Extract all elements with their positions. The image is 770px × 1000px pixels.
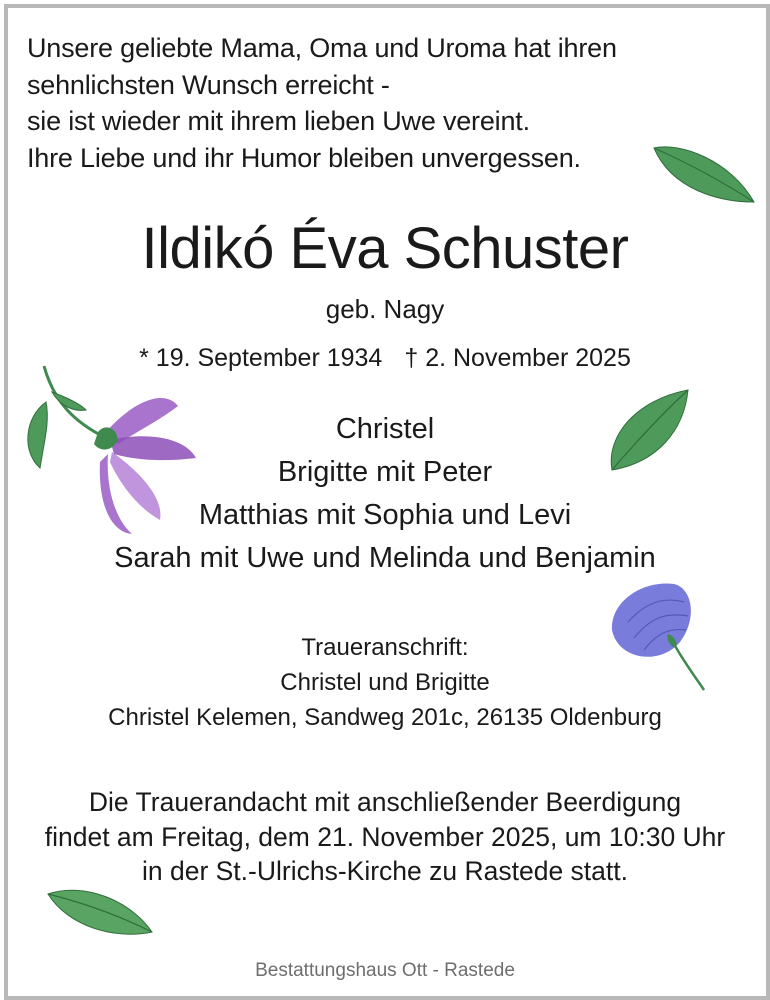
service-line: Die Trauerandacht mit anschließender Beerdigung bbox=[88, 787, 682, 817]
service-line: in der St.-Ulrichs-Kirche zu Rastede statt. bbox=[141, 856, 628, 886]
funeral-home: Bestattungshaus Ott - Rastede bbox=[255, 960, 515, 981]
birth-date: * 19. September 1934 bbox=[139, 344, 383, 372]
mourner-line: Christel bbox=[335, 413, 435, 445]
service-info bbox=[0, 785, 770, 889]
address-heading: Traueranschrift: bbox=[301, 634, 469, 661]
leaf-icon bbox=[650, 140, 760, 210]
purple-flower-icon bbox=[14, 362, 204, 540]
motto-line: Unsere geliebte Mama, Oma und Uroma hat ihren bbox=[27, 33, 617, 63]
deceased-name: Ildikó Éva Schuster bbox=[141, 216, 629, 281]
motto-line: sie ist wieder mit ihrem lieben Uwe vereint. bbox=[27, 106, 530, 136]
address-recipients: Christel und Brigitte bbox=[280, 669, 490, 696]
leaf-icon bbox=[44, 884, 156, 940]
blue-flower-icon bbox=[604, 578, 714, 694]
address-street: Christel Kelemen, Sandweg 201c, 26135 Oldenburg bbox=[108, 704, 662, 731]
death-date: † 2. November 2025 bbox=[404, 344, 631, 372]
mourner-line: Sarah mit Uwe und Melinda und Benjamin bbox=[114, 542, 656, 574]
mourner-line: Brigitte mit Peter bbox=[277, 456, 493, 488]
motto-line: Ihre Liebe und ihr Humor bleiben unvergessen. bbox=[27, 142, 581, 173]
motto bbox=[27, 30, 667, 176]
service-line: findet am Freitag, dem 21. November 2025, um 10:30 Uhr bbox=[44, 821, 726, 852]
motto-line: sehnlichsten Wunsch erreicht - bbox=[27, 69, 390, 100]
mourner-line: Matthias mit Sophia und Levi bbox=[198, 499, 572, 531]
leaf-icon bbox=[606, 386, 692, 476]
maiden-name: geb. Nagy bbox=[325, 294, 445, 324]
